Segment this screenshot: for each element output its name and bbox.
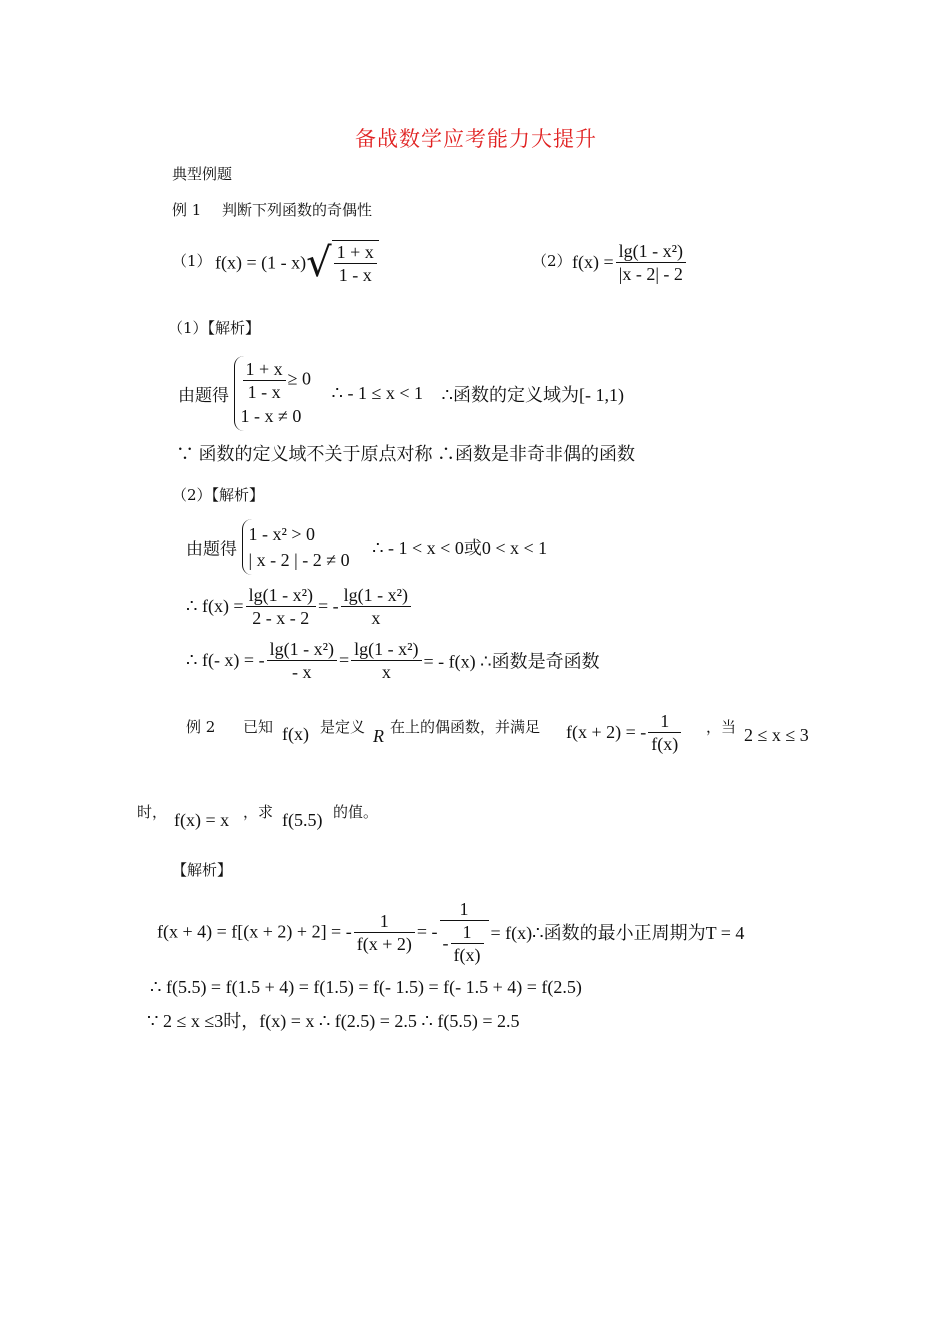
equals: = xyxy=(338,650,350,670)
denominator: - x xyxy=(292,662,312,682)
numerator: lg(1 - x²) xyxy=(246,584,316,607)
denominator: x xyxy=(371,608,381,628)
solution2-line2 xyxy=(186,584,413,629)
solution3-heading: 【解析】 xyxy=(172,861,233,879)
fraction-1 xyxy=(246,584,316,629)
period-conclusion: = f(x)∴函数的最小正周期为T = 4 xyxy=(490,923,745,943)
denominator: |x - 2| - 2 xyxy=(618,264,683,284)
example2-f55: f(5.5) xyxy=(282,810,323,830)
lhs: f(x + 2) = - xyxy=(566,722,647,742)
denominator: f(x + 2) xyxy=(356,933,412,954)
numerator: lg(1 - x²) xyxy=(351,638,421,661)
fraction-2 xyxy=(341,584,411,629)
fraction-2 xyxy=(351,638,421,683)
inequality: ≥ 0 xyxy=(287,368,312,389)
numerator: 1 xyxy=(451,921,484,944)
example2-range: 2 ≤ x ≤ 3 xyxy=(744,725,809,745)
system-line-2: | x - 2 | - 2 ≠ 0 xyxy=(248,550,350,570)
system-fraction xyxy=(243,358,286,403)
sqrt-radical: √ $\frac{1 + x}{1 - x}$ xyxy=(306,240,379,286)
numerator: 1 xyxy=(440,898,489,921)
denominator: 2 - x - 2 xyxy=(252,608,310,628)
domain-conclusion: ∴函数的定义域为[- 1,1) xyxy=(441,384,624,405)
example2-text-2: 是定义 xyxy=(320,718,366,736)
system-line-2: 1 - x ≠ 0 xyxy=(240,406,302,426)
part1-fraction xyxy=(334,241,377,286)
numerator: lg(1 - x²) xyxy=(616,240,686,263)
solution2-system xyxy=(186,519,547,575)
denominator: 1 - x xyxy=(247,382,281,402)
system-line-1 xyxy=(241,358,312,403)
fraction-1 xyxy=(354,910,415,955)
range-conclusion: ∴ - 1 ≤ x < 1 xyxy=(331,383,424,403)
solution1-result: ∵ 函数的定义域不关于原点对称 ∴函数是非奇非偶的函数 xyxy=(176,444,635,464)
denominator: f(x) xyxy=(651,734,679,754)
solution3-line3: ∵ 2 ≤ x ≤3时，f(x) = x ∴ f(2.5) = 2.5 ∴ f(5.5) = 2.5 xyxy=(147,1011,520,1031)
equals-minus: = - xyxy=(317,596,339,616)
example2-text-6: ，求 xyxy=(243,803,274,821)
example2-text-1: 已知 xyxy=(243,718,274,736)
lead-text: 由题得 xyxy=(186,539,237,559)
section-heading: 典型例题 xyxy=(172,165,233,183)
solution3-line1 xyxy=(157,898,744,966)
equals-minus: = - xyxy=(416,921,438,942)
fraction-1 xyxy=(267,638,337,683)
example2-R: R xyxy=(373,726,384,746)
solution2-heading: （2）【解析】 xyxy=(172,486,265,504)
system-brace xyxy=(234,356,312,431)
solution2-line3 xyxy=(186,638,600,683)
fraction xyxy=(648,710,681,755)
part2-label: （2） xyxy=(532,252,572,270)
tail: = - f(x) ∴函数是奇函数 xyxy=(423,651,600,672)
lead-text: 由题得 xyxy=(178,386,229,405)
solution3-line2: ∴ f(5.5) = f(1.5 + 4) = f(1.5) = f(- 1.5) = f(- 1.5 + 4) = f(2.5) xyxy=(150,977,582,997)
solution1-heading: （1）【解析】 xyxy=(168,319,261,337)
part2-formula xyxy=(572,240,688,285)
minus-sign: - xyxy=(442,933,449,953)
fraction-2 xyxy=(440,898,489,966)
example2-fx: f(x) xyxy=(282,724,309,744)
system-line-1: 1 - x² > 0 xyxy=(248,524,316,544)
example1-question: 判断下列函数的奇偶性 xyxy=(222,201,373,219)
part2-lhs: f(x) = xyxy=(572,252,614,272)
numerator: lg(1 - x²) xyxy=(341,584,411,607)
part1-label: （1） xyxy=(172,252,212,270)
part1-lhs: f(x) = (1 - x) xyxy=(215,252,307,273)
lhs: ∴ f(x) = xyxy=(186,596,244,616)
example2-text-5: 时， xyxy=(137,803,168,821)
example2-condition xyxy=(566,710,683,755)
range-conclusion: ∴ - 1 < x < 0或0 < x < 1 xyxy=(372,538,548,558)
nested-denominator xyxy=(440,921,489,966)
nested-fraction xyxy=(451,921,484,966)
system-brace xyxy=(242,519,350,575)
numerator: 1 + x xyxy=(243,358,286,381)
numerator: lg(1 - x²) xyxy=(267,638,337,661)
solution1-system xyxy=(178,356,624,431)
denominator: f(x) xyxy=(453,945,481,965)
denominator: x xyxy=(381,662,391,682)
example2-text-7: 的值。 xyxy=(333,803,379,821)
example2-label: 例 2 xyxy=(186,718,216,736)
lhs: f(x + 4) = f[(x + 2) + 2] = - xyxy=(157,921,352,942)
lhs: ∴ f(- x) = - xyxy=(186,650,265,670)
example2-text-4: ，当 xyxy=(706,718,737,736)
example2-fx-eq: f(x) = x xyxy=(174,810,230,830)
denominator: 1 - x xyxy=(338,265,372,285)
numerator: 1 + x xyxy=(334,241,377,264)
example2-text-3: 在上的偶函数，并满足 xyxy=(390,718,541,736)
part1-formula xyxy=(215,240,379,286)
part2-fraction xyxy=(616,240,686,285)
numerator: 1 xyxy=(648,710,681,733)
page-title: 备战数学应考能力大提升 xyxy=(355,127,597,151)
numerator: 1 xyxy=(354,910,415,933)
example1-label: 例 1 xyxy=(172,201,202,219)
